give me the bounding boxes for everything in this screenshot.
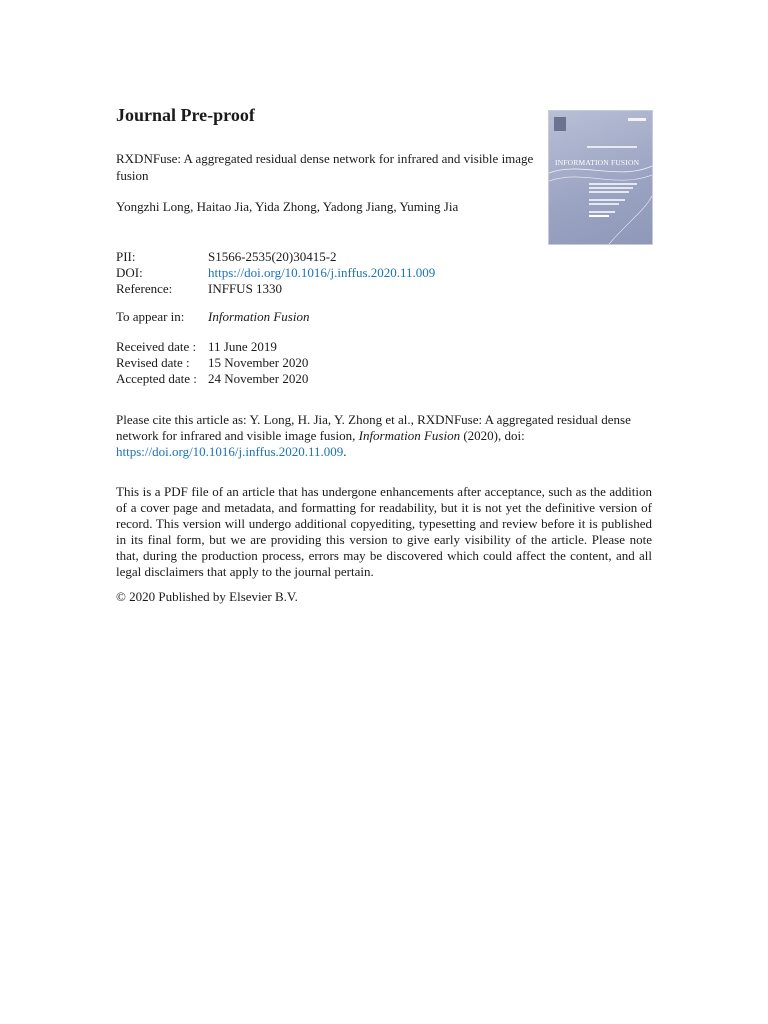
cover-swoosh-icon xyxy=(549,111,652,244)
cover-journal-name: INFORMATION FUSION xyxy=(555,158,640,167)
appear-in-block xyxy=(116,309,309,325)
received-date: 11 June 2019 xyxy=(208,339,277,354)
revised-label: Revised date : xyxy=(116,355,190,370)
citation-journal: Information Fusion xyxy=(358,428,461,443)
copyright-line: © 2020 Published by Elsevier B.V. xyxy=(116,589,298,604)
pii-label: PII: xyxy=(116,249,136,264)
doi-link[interactable]: https://doi.org/10.1016/j.inffus.2020.11.009 xyxy=(208,265,436,280)
reference-label: Reference: xyxy=(116,281,173,296)
cover-text-line xyxy=(589,199,625,201)
identifiers-block xyxy=(116,249,435,297)
citation-year: (2020), doi: xyxy=(460,428,525,443)
revised-date: 15 November 2020 xyxy=(208,355,309,370)
reference-value: INFFUS 1330 xyxy=(208,281,283,296)
preproof-notice: This is a PDF file of an article that has undergone enhancements after acceptance, such as the addition of a cover page and metadata, and formatting for readability, but it is not yet the definitive version of record. This version will undergo additional copyediting, typesetting and review before it is published in its final form, but we are providing this version to give early visibility of the article. Please note that, during the production process, errors may be discovered which could affect the content, and all legal disclaimers that apply to the journal pertain. xyxy=(116,484,652,579)
doi-label: DOI: xyxy=(116,265,143,280)
citation-text: Please cite this article as: Y. Long, H. Jia, Y. Zhong et al., RXDNFuse: A aggregated residual dense network for infrared and visible image fusion, xyxy=(116,412,631,443)
citation-end: . xyxy=(343,444,347,459)
article-title: RXDNFuse: A aggregated residual dense network for infrared and visible image fusion xyxy=(116,151,534,183)
journal-preproof-heading: Journal Pre-proof xyxy=(116,105,255,125)
cover-text-line xyxy=(589,215,609,217)
cover-text-line xyxy=(589,203,619,205)
cover-text-line xyxy=(589,191,629,193)
appear-label: To appear in: xyxy=(116,309,185,324)
cover-text-line xyxy=(589,211,615,213)
appear-journal: Information Fusion xyxy=(208,309,310,324)
citation-paragraph xyxy=(116,412,652,460)
author-list: Yongzhi Long, Haitao Jia, Yida Zhong, Yadong Jiang, Yuming Jia xyxy=(116,199,459,214)
cover-text-line xyxy=(589,183,637,185)
accepted-date: 24 November 2020 xyxy=(208,371,309,386)
cover-text-line xyxy=(589,187,633,189)
journal-cover-image xyxy=(548,110,653,245)
accepted-label: Accepted date : xyxy=(116,371,197,386)
dates-block xyxy=(116,339,308,387)
citation-doi-link[interactable]: https://doi.org/10.1016/j.inffus.2020.11.009 xyxy=(116,444,344,459)
received-label: Received date : xyxy=(116,339,197,354)
pii-value: S1566-2535(20)30415-2 xyxy=(208,249,337,264)
